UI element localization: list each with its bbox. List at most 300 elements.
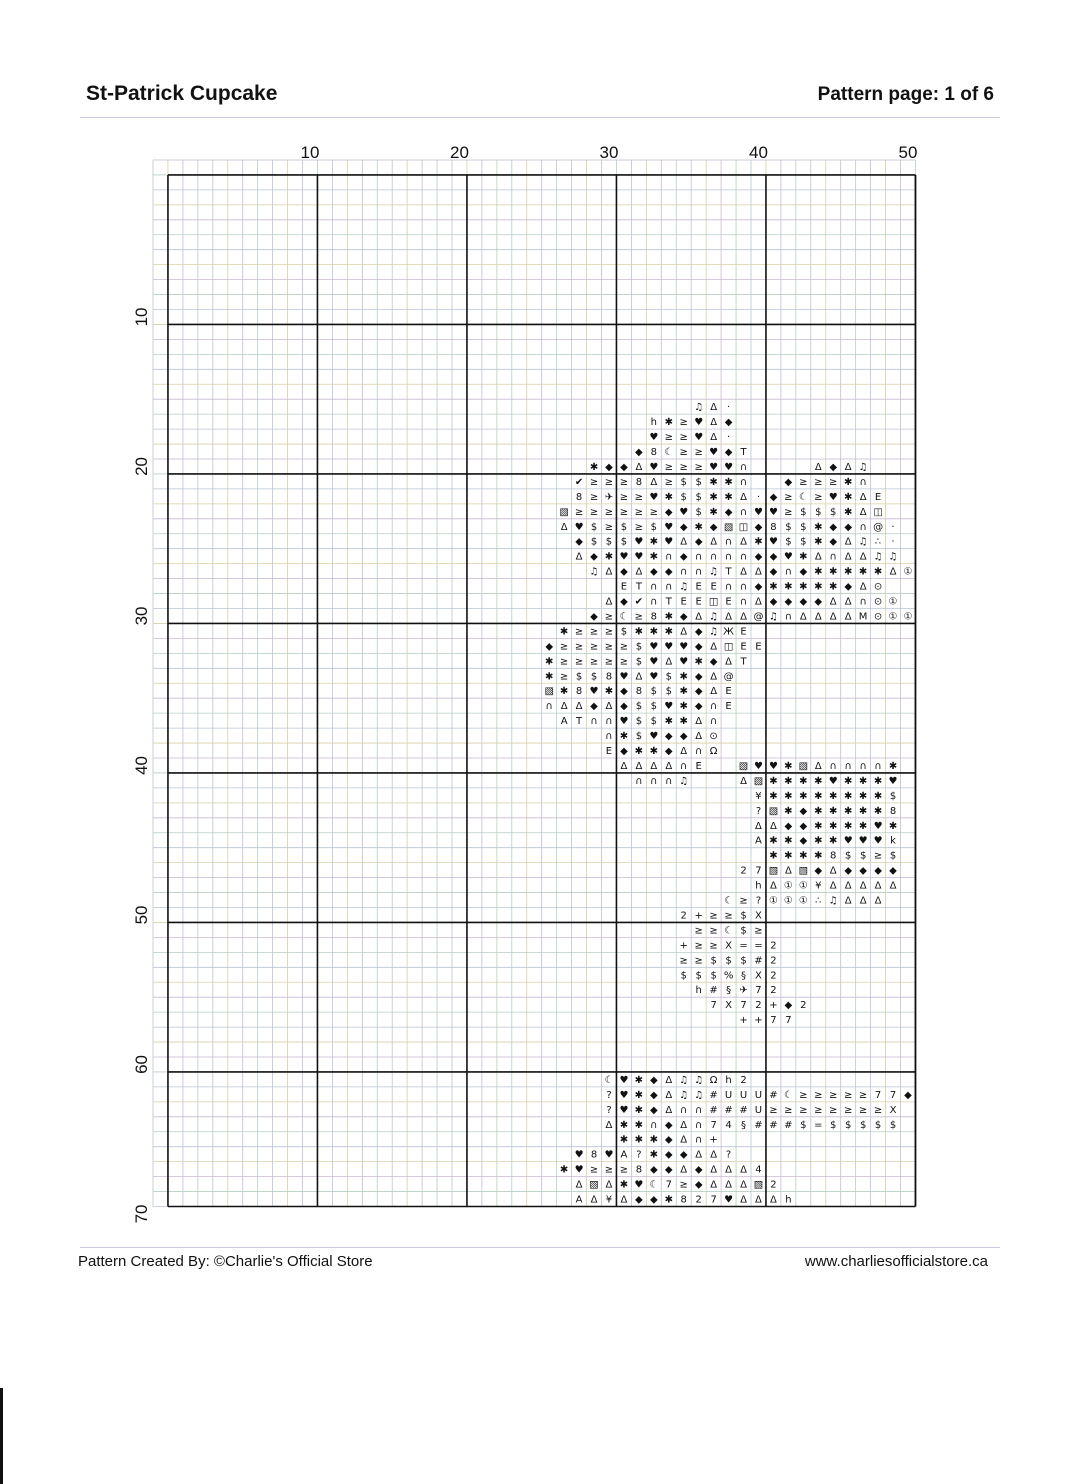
stitch-symbol: ♥: [634, 551, 644, 563]
stitch-symbol: ≥: [634, 521, 644, 533]
stitch-symbol: E: [680, 596, 687, 608]
stitch-symbol: ?: [606, 1089, 612, 1101]
stitch-symbol: ①: [903, 566, 913, 578]
stitch-symbol: Δ: [829, 880, 837, 892]
row-number-label: 10: [132, 307, 151, 327]
stitch-symbol: ≥: [799, 476, 808, 488]
stitch-symbol: ∩: [784, 566, 793, 578]
stitch-symbol: ∩: [724, 581, 733, 593]
stitch-symbol: ◆: [694, 671, 703, 683]
stitch-symbol: ▧: [798, 865, 809, 877]
stitch-symbol: #: [739, 1104, 748, 1116]
stitch-symbol: ♥: [649, 461, 659, 473]
stitch-symbol: $: [889, 790, 897, 802]
stitch-symbol: h: [755, 880, 762, 892]
stitch-symbol: ♥: [604, 1149, 614, 1161]
stitch-symbol: ✱: [724, 491, 733, 503]
stitch-symbol: ◆: [679, 611, 688, 623]
stitch-symbol: ♥: [843, 835, 853, 847]
stitch-symbol: 2: [770, 940, 777, 952]
stitch-symbol: ✱: [829, 581, 838, 593]
stitch-symbol: $: [650, 521, 658, 533]
stitch-symbol: ✱: [619, 1119, 629, 1131]
stitch-symbol: ≥: [814, 1089, 823, 1101]
stitch-symbol: Δ: [560, 701, 568, 713]
stitch-symbol: ✱: [709, 476, 718, 488]
stitch-symbol: E: [740, 626, 747, 638]
stitch-symbol: Δ: [680, 1134, 688, 1146]
stitch-symbol: $: [830, 506, 837, 518]
stitch-symbol: Δ: [635, 760, 643, 772]
stitch-symbol: ≥: [664, 461, 673, 473]
stitch-symbol: $: [800, 521, 807, 533]
stitch-symbol: ♥: [694, 432, 704, 444]
stitch-symbol: ≥: [589, 506, 599, 518]
stitch-symbol: U: [739, 1089, 748, 1101]
stitch-symbol: ◆: [784, 820, 793, 832]
stitch-symbol: ·: [891, 521, 895, 533]
stitch-symbol: ♥: [649, 491, 659, 503]
stitch-symbol: Δ: [665, 1089, 673, 1101]
stitch-symbol: Δ: [650, 760, 658, 772]
footer-website: www.charliesofficialstore.ca: [804, 1253, 988, 1270]
stitch-symbol: ?: [755, 895, 762, 907]
stitch-symbol: ♫: [679, 775, 689, 787]
stitch-symbol: Δ: [740, 491, 747, 503]
stitch-symbol: ✱: [843, 491, 853, 503]
stitch-symbol: ◆: [814, 596, 823, 608]
stitch-symbol: ≥: [829, 1089, 838, 1101]
stitch-symbol: Δ: [889, 880, 897, 892]
stitch-symbol: $: [800, 536, 807, 548]
stitch-symbol: ✱: [679, 671, 688, 683]
stitch-symbol: ◆: [620, 461, 628, 473]
stitch-symbol: ♥: [664, 641, 674, 653]
stitch-symbol: ✱: [784, 850, 793, 862]
stitch-symbol: ·: [891, 536, 895, 548]
stitch-symbol: ◆: [799, 835, 808, 847]
stitch-symbol: Δ: [740, 1179, 747, 1191]
stitch-symbol: ◆: [664, 1119, 673, 1131]
stitch-symbol: ∩: [874, 760, 882, 772]
stitch-symbol: ✱: [814, 521, 823, 533]
stitch-symbol: ◆: [590, 701, 598, 713]
stitch-symbol: ≥: [559, 656, 569, 668]
stitch-symbol: T: [725, 566, 732, 578]
stitch-symbol: ◆: [620, 596, 628, 608]
stitch-symbol: ✱: [784, 581, 793, 593]
stitch-symbol: Δ: [844, 880, 852, 892]
stitch-symbol: T: [576, 716, 583, 728]
stitch-symbol: ◆: [694, 701, 703, 713]
stitch-symbol: ≥: [679, 432, 688, 444]
stitch-symbol: ◆: [679, 521, 688, 533]
stitch-symbol: ✱: [784, 805, 793, 817]
stitch-symbol: ✱: [679, 701, 688, 713]
stitch-symbol: h: [725, 1074, 732, 1086]
stitch-symbol: ◆: [664, 731, 673, 743]
stitch-symbol: ∩: [739, 581, 748, 593]
stitch-symbol: ✱: [829, 805, 838, 817]
stitch-symbol: Δ: [620, 1194, 628, 1206]
stitch-symbol: ♥: [768, 536, 778, 548]
stitch-symbol: Δ: [814, 760, 822, 772]
stitch-symbol: Δ: [740, 775, 747, 787]
stitch-symbol: ✱: [544, 656, 554, 668]
stitch-symbol: h: [650, 417, 657, 429]
stitch-symbol: ✱: [873, 566, 883, 578]
stitch-symbol: ≥: [604, 521, 614, 533]
stitch-symbol: ♥: [679, 506, 689, 518]
stitch-symbol: $: [695, 506, 702, 518]
stitch-symbol: ♥: [649, 432, 659, 444]
stitch-symbol: ✱: [843, 820, 853, 832]
stitch-symbol: #: [769, 1119, 778, 1131]
stitch-symbol: ♥: [634, 1179, 644, 1191]
stitch-symbol: U: [724, 1089, 733, 1101]
stitch-symbol: ♥: [858, 835, 868, 847]
stitch-symbol: ◆: [709, 521, 718, 533]
stitch-symbol: ✱: [769, 790, 778, 802]
stitch-symbol: ≥: [814, 476, 823, 488]
stitch-symbol: ✱: [634, 1134, 644, 1146]
stitch-symbol: 7: [740, 1000, 747, 1012]
stitch-symbol: ✱: [649, 626, 659, 638]
stitch-symbol: 8: [770, 521, 777, 533]
stitch-symbol: ∩: [844, 760, 852, 772]
stitch-symbol: Δ: [725, 611, 732, 623]
stitch-symbol: ≥: [694, 955, 703, 967]
stitch-symbol: $: [725, 955, 732, 967]
stitch-symbol: ≥: [829, 476, 838, 488]
stitch-symbol: $: [635, 731, 643, 743]
stitch-symbol: ≥: [604, 611, 614, 623]
stitch-symbol: ♥: [709, 447, 719, 459]
stitch-symbol: Ж: [723, 626, 734, 638]
stitch-symbol: $: [665, 671, 672, 683]
stitch-symbol: ♫: [828, 895, 838, 907]
stitch-symbol: ∴: [874, 536, 882, 548]
stitch-symbol: ✱: [664, 626, 673, 638]
stitch-symbol: ✱: [769, 581, 778, 593]
stitch-symbol: Δ: [859, 581, 867, 593]
stitch-symbol: ✱: [858, 790, 868, 802]
stitch-symbol: ♫: [709, 611, 719, 623]
row-number-label: 60: [132, 1055, 151, 1074]
stitch-symbol: ∩: [709, 701, 718, 713]
stitch-symbol: ∩: [739, 476, 748, 488]
stitch-symbol: E: [874, 491, 882, 503]
stitch-symbol: Δ: [829, 611, 837, 623]
stitch-symbol: ◆: [769, 566, 778, 578]
stitch-symbol: ≥: [739, 895, 748, 907]
stitch-symbol: ◆: [649, 1089, 658, 1101]
stitch-symbol: ♥: [649, 731, 659, 743]
stitch-symbol: $: [635, 656, 643, 668]
stitch-symbol: ✱: [843, 805, 853, 817]
stitch-symbol: $: [635, 701, 643, 713]
stitch-symbol: ∩: [724, 536, 733, 548]
stitch-symbol: ▧: [738, 760, 749, 772]
stitch-symbol: A: [575, 1194, 583, 1206]
stitch-symbol: ∩: [859, 760, 867, 772]
stitch-symbol: Δ: [665, 1104, 673, 1116]
stitch-symbol: ≥: [858, 1104, 868, 1116]
stitch-symbol: ♫: [709, 626, 719, 638]
stitch-symbol: ∩: [695, 1134, 703, 1146]
stitch-symbol: ◆: [649, 1164, 658, 1176]
stitch-symbol: ✱: [858, 775, 868, 787]
stitch-symbol: ✱: [799, 551, 808, 563]
stitch-symbol: $: [590, 671, 598, 683]
stitch-symbol: $: [889, 850, 897, 862]
stitch-symbol: ≥: [784, 1104, 793, 1116]
stitch-symbol: Δ: [859, 491, 867, 503]
stitch-symbol: ≥: [589, 626, 599, 638]
stitch-symbol: ≥: [559, 641, 569, 653]
stitch-symbol: ✱: [634, 1119, 644, 1131]
stitch-symbol: ◆: [709, 656, 718, 668]
stitch-symbol: ✱: [814, 775, 823, 787]
stitch-symbol: Δ: [784, 865, 792, 877]
stitch-symbol: ✱: [634, 626, 644, 638]
stitch-symbol: $: [710, 970, 717, 982]
stitch-symbol: ∩: [829, 551, 837, 563]
stitch-symbol: 8: [830, 850, 837, 862]
stitch-symbol: §: [741, 1119, 747, 1131]
stitch-symbol: ①: [903, 611, 913, 623]
stitch-symbol: ✱: [694, 521, 703, 533]
stitch-symbol: ≥: [604, 656, 614, 668]
stitch-symbol: ⊙: [873, 596, 883, 608]
stitch-symbol: ☾: [619, 611, 629, 623]
stitch-symbol: ◆: [649, 566, 658, 578]
stitch-symbol: 8: [635, 1164, 643, 1176]
stitch-symbol: ¥: [755, 790, 762, 802]
stitch-symbol: ✱: [724, 476, 733, 488]
stitch-symbol: ≥: [619, 491, 629, 503]
stitch-symbol: Δ: [770, 880, 777, 892]
stitch-symbol: ✱: [664, 491, 673, 503]
stitch-symbol: Δ: [725, 1179, 732, 1191]
stitch-symbol: ♥: [828, 491, 838, 503]
stitch-symbol: §: [741, 970, 747, 982]
stitch-symbol: ∩: [695, 1104, 703, 1116]
stitch-symbol: 8: [575, 491, 583, 503]
stitch-symbol: T: [740, 447, 747, 459]
stitch-symbol: ✱: [619, 731, 629, 743]
stitch-symbol: ✱: [814, 850, 823, 862]
stitch-symbol: ✱: [769, 835, 778, 847]
stitch-symbol: Δ: [680, 1119, 688, 1131]
stitch-symbol: ◆: [799, 566, 808, 578]
stitch-symbol: ♥: [828, 775, 838, 787]
stitch-symbol: ①: [768, 895, 778, 907]
stitch-symbol: ∩: [680, 1104, 688, 1116]
stitch-symbol: Δ: [695, 1149, 703, 1161]
stitch-symbol: ♥: [589, 686, 599, 698]
stitch-symbol: ∩: [650, 581, 658, 593]
stitch-symbol: Δ: [740, 611, 747, 623]
stitch-symbol: ♫: [679, 1089, 689, 1101]
stitch-symbol: $: [680, 970, 687, 982]
stitch-symbol: 2: [770, 955, 777, 967]
stitch-symbol: ≥: [589, 476, 599, 488]
stitch-symbol: ✱: [858, 566, 868, 578]
stitch-symbol: §: [726, 985, 732, 997]
stitch-symbol: ◆: [904, 1089, 912, 1101]
stitch-symbol: Δ: [710, 417, 718, 429]
stitch-symbol: ∩: [709, 551, 718, 563]
stitch-symbol: ◆: [784, 1000, 793, 1012]
stitch-symbol: ✱: [799, 790, 808, 802]
stitch-symbol: ◆: [620, 746, 628, 758]
stitch-symbol: ◆: [784, 476, 793, 488]
stitch-symbol: ◆: [799, 596, 808, 608]
stitch-symbol: ·: [726, 432, 731, 444]
stitch-symbol: ∩: [665, 775, 673, 787]
stitch-symbol: ♫: [679, 581, 689, 593]
stitch-symbol: ☾: [604, 1074, 614, 1086]
stitch-symbol: ✱: [754, 536, 763, 548]
stitch-symbol: E: [695, 596, 702, 608]
stitch-symbol: #: [769, 1089, 778, 1101]
column-number-label: 40: [749, 143, 768, 162]
stitch-symbol: Δ: [725, 656, 732, 668]
stitch-symbol: Δ: [725, 1164, 732, 1176]
stitch-symbol: Δ: [575, 701, 583, 713]
stitch-symbol: ✱: [649, 551, 659, 563]
stitch-symbol: +: [679, 940, 688, 952]
stitch-symbol: Δ: [605, 566, 613, 578]
stitch-symbol: ≥: [619, 641, 629, 653]
stitch-symbol: ≥: [619, 1164, 629, 1176]
stitch-symbol: X: [725, 940, 733, 952]
stitch-symbol: ◆: [575, 536, 583, 548]
stitch-symbol: ∩: [859, 596, 867, 608]
scan-edge-mark: [0, 1388, 3, 1484]
stitch-symbol: 7: [710, 1119, 717, 1131]
stitch-symbol: $: [785, 521, 792, 533]
stitch-symbol: ♫: [858, 461, 868, 473]
stitch-symbol: ∩: [739, 461, 748, 473]
stitch-symbol: ◆: [649, 1104, 658, 1116]
stitch-symbol: ♥: [709, 461, 719, 473]
stitch-symbol: Δ: [710, 432, 718, 444]
stitch-symbol: Δ: [799, 611, 807, 623]
stitch-symbol: ⊙: [873, 611, 883, 623]
stitch-symbol: Δ: [710, 1149, 718, 1161]
stitch-symbol: ☾: [664, 447, 674, 459]
stitch-symbol: ·: [726, 402, 731, 414]
stitch-symbol: ✱: [814, 820, 823, 832]
stitch-symbol: ✱: [873, 775, 883, 787]
stitch-symbol: ✱: [814, 835, 823, 847]
stitch-symbol: ①: [783, 895, 793, 907]
stitch-symbol: ✱: [694, 656, 703, 668]
stitch-symbol: Δ: [814, 611, 822, 623]
stitch-symbol: ✱: [888, 820, 898, 832]
stitch-symbol: ♫: [888, 551, 898, 563]
stitch-symbol: T: [665, 596, 672, 608]
stitch-symbol: $: [844, 850, 852, 862]
stitch-symbol: Δ: [635, 461, 643, 473]
stitch-symbol: ◆: [844, 581, 853, 593]
stitch-symbol: ✱: [664, 417, 673, 429]
page-indicator: Pattern page: 1 of 6: [817, 84, 994, 105]
stitch-symbol: ∩: [665, 551, 673, 563]
stitch-symbol: Δ: [635, 566, 643, 578]
stitch-symbol: ∩: [545, 701, 553, 713]
stitch-symbol: 8: [605, 671, 613, 683]
stitch-symbol: E: [605, 746, 613, 758]
stitch-symbol: Δ: [755, 566, 762, 578]
stitch-symbol: ≥: [843, 1104, 853, 1116]
stitch-symbol: ✱: [604, 686, 614, 698]
stitch-symbol: ✱: [709, 491, 718, 503]
stitch-symbol: ≥: [814, 491, 823, 503]
stitch-symbol: ✱: [649, 536, 659, 548]
stitch-symbol: 7: [785, 1015, 792, 1027]
stitch-symbol: E: [695, 760, 702, 772]
stitch-symbol: Δ: [844, 895, 852, 907]
stitch-symbol: 2: [680, 910, 687, 922]
stitch-symbol: ≥: [784, 506, 793, 518]
stitch-symbol: ≥: [589, 1164, 599, 1176]
stitch-symbol: ≥: [634, 491, 644, 503]
stitch-symbol: ✱: [619, 1134, 629, 1146]
stitch-symbol: ✱: [858, 805, 868, 817]
stitch-symbol: E: [725, 701, 732, 713]
stitch-symbol: ◫: [873, 506, 883, 518]
stitch-symbol: ♫: [694, 1074, 704, 1086]
stitch-symbol: +: [739, 1015, 748, 1027]
stitch-symbol: Δ: [575, 551, 583, 563]
row-number-label: 50: [132, 905, 151, 925]
stitch-symbol: k: [890, 835, 896, 847]
stitch-symbol: 7: [710, 1194, 717, 1206]
stitch-symbol: ✱: [559, 1164, 569, 1176]
stitch-symbol: ✱: [634, 1104, 644, 1116]
stitch-symbol: ◆: [889, 865, 897, 877]
stitch-symbol: ≥: [858, 1089, 868, 1101]
stitch-symbol: $: [605, 536, 613, 548]
stitch-symbol: Δ: [740, 1194, 747, 1206]
stitch-symbol: Δ: [844, 551, 852, 563]
stitch-symbol: Δ: [755, 596, 762, 608]
stitch-symbol: ∩: [695, 551, 703, 563]
stitch-symbol: $: [635, 641, 643, 653]
stitch-symbol: ∴: [815, 895, 822, 907]
stitch-symbol: 7: [710, 1000, 717, 1012]
stitch-symbol: ≥: [604, 476, 614, 488]
stitch-symbol: ♥: [649, 656, 659, 668]
stitch-symbol: ✔: [574, 476, 584, 488]
stitch-symbol: $: [830, 1119, 837, 1131]
stitch-symbol: +: [709, 1134, 718, 1146]
stitch-symbol: @: [873, 521, 884, 533]
stitch-symbol: $: [800, 1119, 807, 1131]
stitch-symbol: ▧: [768, 805, 779, 817]
stitch-symbol: ◆: [769, 491, 778, 503]
stitch-symbol: ◫: [708, 596, 719, 608]
stitch-symbol: Δ: [710, 402, 718, 414]
stitch-symbol: $: [874, 1119, 882, 1131]
stitch-symbol: Δ: [844, 536, 852, 548]
stitch-symbol: ▧: [798, 760, 809, 772]
stitch-symbol: Δ: [874, 895, 882, 907]
stitch-symbol: ≥: [694, 447, 703, 459]
